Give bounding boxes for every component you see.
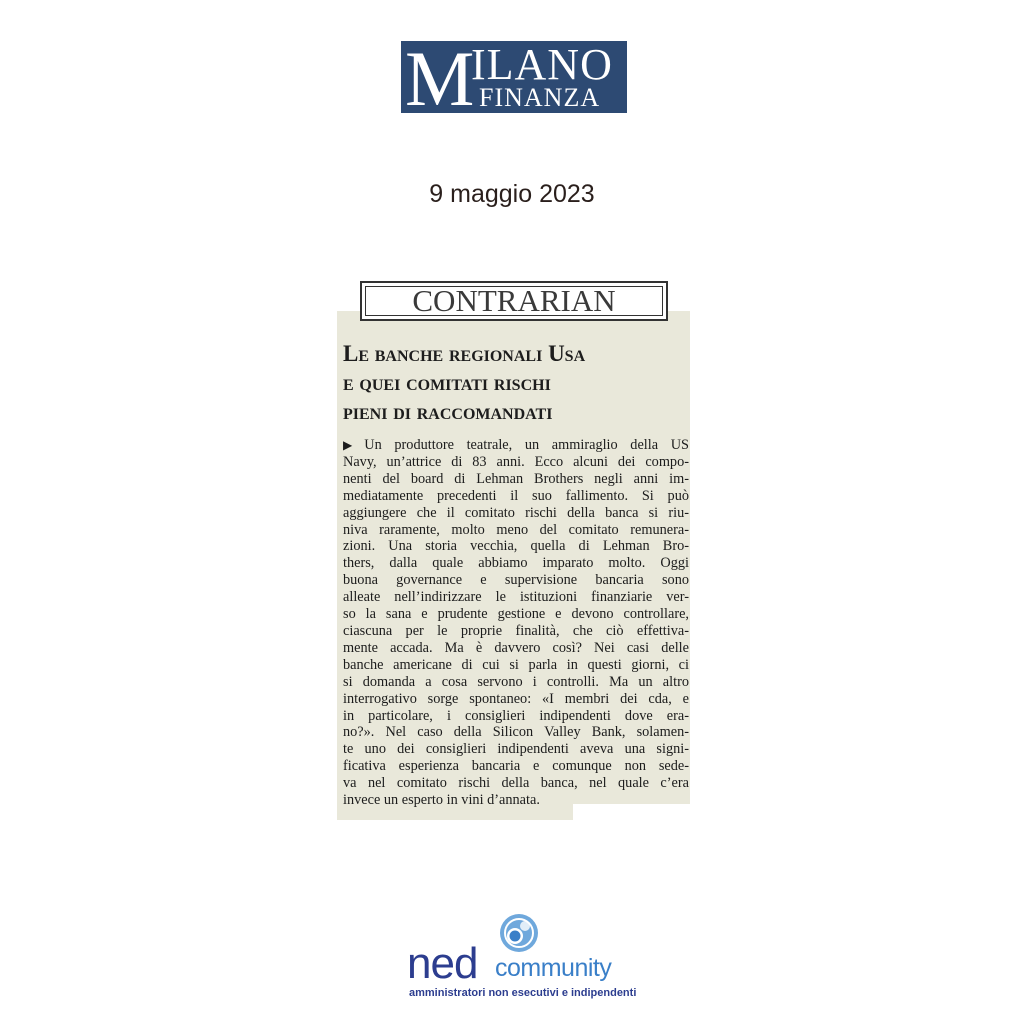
logo-community: community [495,954,612,982]
body-line: aggiungere che il comitato rischi della banca si riu- [343,504,689,521]
logo-word-bottom: FINANZA [479,83,601,112]
body-line: nenti del board di Lehman Brothers negli anni im- [343,470,689,487]
body-line: thers, dalla quale abbiamo imparato molto. Oggi [343,555,689,572]
headline-line: Le banche regionali Usa [343,341,586,366]
section-header-label: CONTRARIAN [365,286,663,316]
logo-word-top: ILANO [471,41,613,89]
body-line: ficativa esperienza bancaria e comunque non sede- [343,758,689,775]
headline-line: pieni di raccomandati [343,399,553,424]
body-line: ciascuna per le proprie finalità, che ciò effettiva- [343,622,689,639]
body-line: invece un esperto in vini d’annata. [343,792,540,809]
headline-line: e quei comitati rischi [343,370,551,395]
nedcommunity-logo [405,912,637,1007]
body-line: mente accada. Ma è davvero così? Nei casi delle [343,639,689,656]
body-line: in particolare, i consiglieri indipendenti dove era- [343,707,689,724]
publication-date: 9 maggio 2023 [429,180,595,208]
section-header-box [360,281,668,321]
body-line: zioni. Una storia vecchia, quella di Lehman Bro- [343,538,689,555]
logo-letter-m: M [405,41,473,113]
body-line: no?». Nel caso della Silicon Valley Bank, solamen- [343,724,689,741]
body-line: te uno dei consiglieri indipendenti aveva una signi- [343,741,689,758]
body-line: buona governance e supervisione bancaria sono [343,572,689,589]
logo-ned: ned [407,939,478,988]
body-line-text: Un produttore teatrale, un ammiraglio della US [364,437,690,453]
body-line: si domanda a cosa servono i controlli. Ma un altro [343,673,689,690]
body-line: alleate nell’indirizzare le istituzioni finanziarie ver- [343,589,689,606]
body-line: interrogativo sorge spontaneo: «I membri dei cda, e [343,690,689,707]
globe-emblem-icon [495,912,547,954]
arrow-right-icon: ▶ [343,438,362,452]
logo-tagline: amministratori non esecutivi e indipendenti [409,987,637,999]
article-body [343,437,689,809]
body-line: Navy, un’attrice di 83 anni. Ecco alcuni dei compo- [343,453,689,470]
milano-finanza-logo [401,41,627,113]
body-line: va nel comitato rischi della banca, nel quale c’era [343,775,689,792]
article-headline [343,339,688,426]
body-line: banche americane di cui si parla in questi giorni, ci [343,656,689,673]
body-line: so la sana e prudente gestione e devono controllare, [343,606,689,623]
body-line [343,437,689,454]
body-line: mediatamente precedenti il suo fallimento. Si può [343,487,689,504]
body-line: niva raramente, molto meno del comitato remunera- [343,521,689,538]
